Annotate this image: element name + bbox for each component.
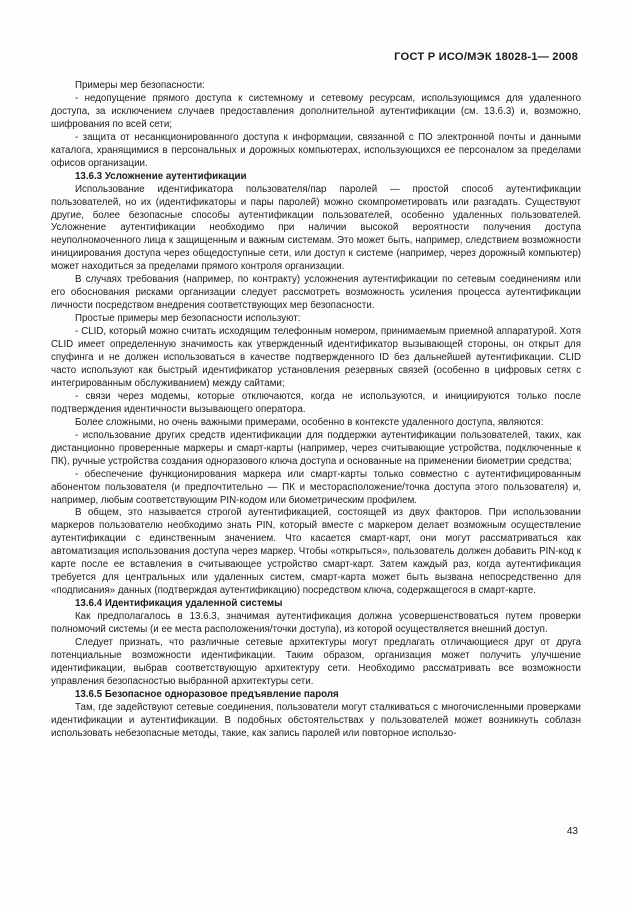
- section-heading: 13.6.3 Усложнение аутентификации: [75, 170, 247, 182]
- page-number: 43: [566, 826, 578, 837]
- paragraph: - обеспечение функционирования маркера или смарт-карты только совместно с аутентифицированным абонентом пользователя (и предпочтительно — ПК и месторасположение/точка доступа этого пользователя) и, например, любым соответствующим PIN-кодом или биометрическим профилем.: [51, 468, 581, 506]
- section-heading: 13.6.4 Идентификация удаленной системы: [75, 598, 283, 610]
- paragraph: - использование других средств идентификации для поддержки аутентификации пользователей, таких, как дистанционно проверенные маркеры и смарт-карты (например, через считывающие устройства, подключенные к ПК), ручные устройства создания одноразового ключа доступа и основанные на применении биометрии средства;: [51, 429, 581, 467]
- paragraph: Следует признать, что различные сетевые архитектуры могут предлагать отличающиеся друг от друга потенциальные возможности идентификации. Таким образом, организация может получить улучшение идентификации, выбрав соответствующую архитектуру сети. Необходимо рассматривать все возможности управления безопасностью выбранной архитектуры сети.: [51, 636, 581, 687]
- paragraph: В общем, это называется строгой аутентификацией, состоящей из двух факторов. При использовании маркеров пользователю необходимо знать PIN, который вместе с маркером делает возможным осуществление аутентификации с единственным значением. Что касается смарт-карт, они могут рассматриваться как автоматизация использования доступа через маркер. Чтобы «открыться», пользователь должен добавить PIN-код к карте после ее вставления в считывающее устройство смарт-карт. Затем каждый раз, когда аутентификация требуется для центральных или удаленных систем, смарт-карта может быть вызвана непосредственно для «подписания» данных (подтверждая аутентификацию) посредством ключа, содержащегося в смарт-карте.: [51, 507, 581, 597]
- paragraph: Как предполагалось в 13.6.3, значимая аутентификация должна усовершенствоваться путем проверки полномочий системы (и ее места расположения/точки доступа), из которой осуществляется внешний доступ.: [51, 611, 581, 636]
- paragraph: Примеры мер безопасности:: [75, 80, 205, 91]
- paragraph: Там, где задействуют сетевые соединения, пользователи могут сталкиваться с многочисленными проверками идентификации и аутентификации. В подобных обстоятельствах у пользователей может возникнуть соблазн использовать небезопасные методы, такие, как запись паролей или повторное использо-: [51, 701, 581, 739]
- section-heading: 13.6.5 Безопасное одноразовое предъявление пароля: [75, 688, 339, 700]
- paragraph: - недопущение прямого доступа к системному и сетевому ресурсам, использующимся для удаленного доступа, за исключением случаев предоставления дополнительной аутентификации (см. 13.6.3) и, возможно, шифрования по всей сети;: [51, 92, 581, 130]
- document-body: [51, 80, 581, 741]
- paragraph: В случаях требования (например, по контракту) усложнения аутентификации по сетевым соединениям или его обоснования рисками организации следует рассмотреть возможность усиления процесса аутентификации личности посредством внедрения соответствующих мер безопасности.: [51, 274, 581, 312]
- paragraph: Простые примеры мер безопасности используют:: [75, 313, 301, 325]
- paragraph: - связи через модемы, которые отключаются, когда не используются, и инициируются только после подтверждения идентичности вызывающего оператора.: [51, 390, 581, 415]
- paragraph: - CLID, который можно считать исходящим телефонным номером, принимаемым приемной аппаратурой. Хотя CLID имеет определенную значимость как утвержденный идентификатор вызывающей стороны, он открыт для спуфинга и не должен использоваться в качестве подтвержденного ID без дальнейшей аутентификации. CLID часто используют как быстрый идентификатор установления резервных связей (особенно в цифровых сетях с интегрированным обслуживанием) между сайтами;: [51, 326, 581, 389]
- standard-header: ГОСТ Р ИСО/МЭК 18028-1— 2008: [394, 51, 578, 63]
- paragraph: Использование идентификатора пользователя/пар паролей — простой способ аутентификации пользователей, но их (идентификаторы и пары паролей) можно скомпрометировать или разгадать. Существуют другие, более безопасные способы аутентификации пользователей, особенно удаленных пользователей. Усложнение аутентификации необходимо при наличии высокой вероятности получения доступа неуполномоченного лица к защищенным и важным системам. Это может быть, например, следствием возможности инициирования доступа через общедоступные сети, или доступ к системе (например, через дорожный компьютер) может находиться за пределами прямого контроля организации.: [51, 183, 581, 273]
- paragraph: Более сложными, но очень важными примерами, особенно в контексте удаленного доступа, являются:: [75, 416, 544, 428]
- paragraph: - защита от несанкционированного доступа к информации, связанной с ПО электронной почты и данными каталога, хранящимися в персональных и дорожных компьютерах, использующихся ее персоналом за пределами офисов организации.: [51, 131, 581, 169]
